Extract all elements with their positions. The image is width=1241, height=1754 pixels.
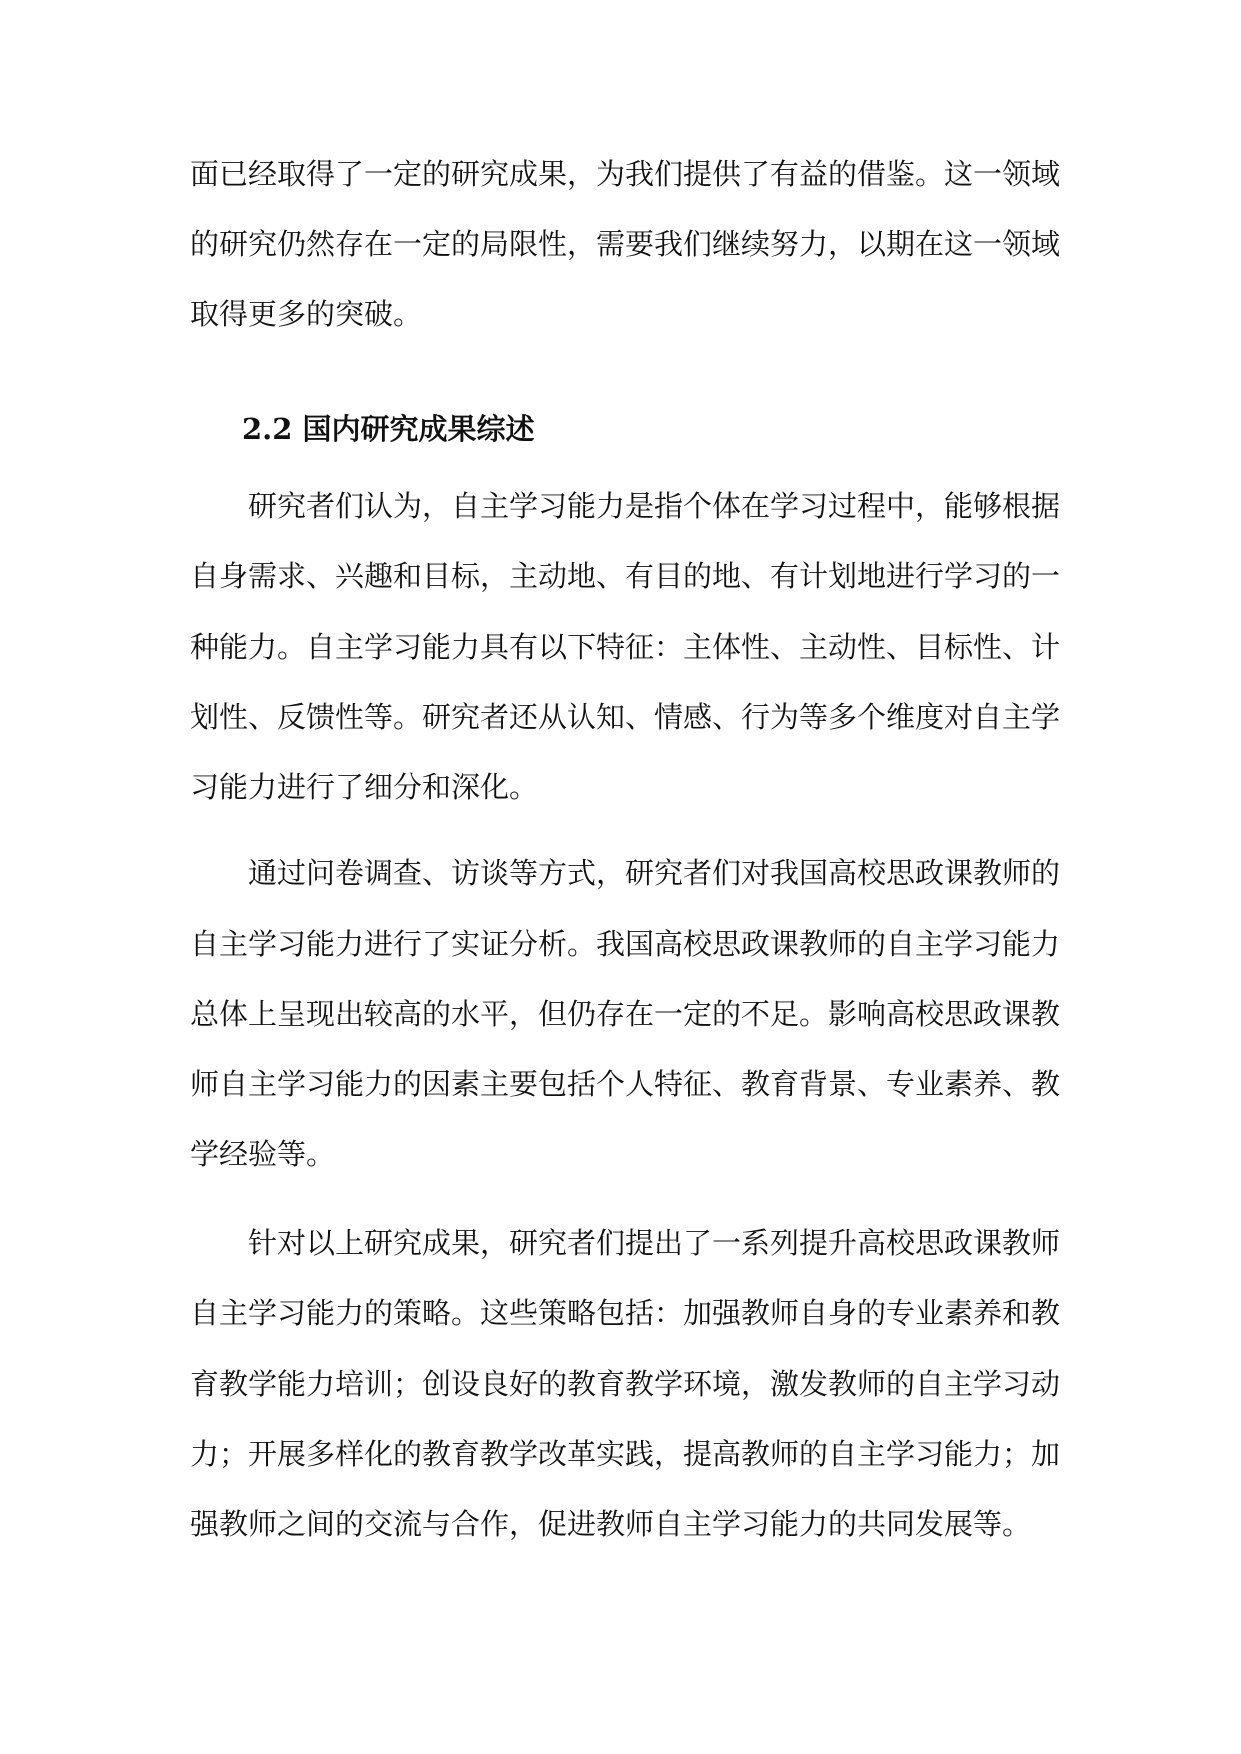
paragraph-3-line-1: 针对以上研究成果，研究者们提出了一系列提升高校思政课教师 bbox=[248, 1226, 1061, 1260]
intro-line-1: 面已经取得了一定的研究成果，为我们提供了有益的借鉴。这一领域 bbox=[190, 157, 1061, 191]
paragraph-3-line-4: 力；开展多样化的教育教学改革实践，提高教师的自主学习能力；加 bbox=[190, 1437, 1061, 1471]
paragraph-2-line-1: 通过问卷调查、访谈等方式，研究者们对我国高校思政课教师的 bbox=[248, 856, 1061, 890]
paragraph-1-line-2: 自身需求、兴趣和目标，主动地、有目的地、有计划地进行学习的一 bbox=[190, 559, 1061, 593]
paragraph-1-line-1: 研究者们认为，自主学习能力是指个体在学习过程中，能够根据 bbox=[248, 489, 1061, 523]
paragraph-2-line-3: 总体上呈现出较高的水平，但仍存在一定的不足。影响高校思政课教 bbox=[190, 997, 1061, 1031]
intro-line-3: 取得更多的突破。 bbox=[190, 297, 423, 331]
section-heading: 2.2 国内研究成果综述 bbox=[242, 412, 535, 446]
paragraph-1-line-4: 划性、反馈性等。研究者还从认知、情感、行为等多个维度对自主学 bbox=[190, 700, 1061, 734]
paragraph-1-line-3: 种能力。自主学习能力具有以下特征：主体性、主动性、目标性、计 bbox=[190, 630, 1061, 664]
paragraph-2-line-5: 学经验等。 bbox=[190, 1137, 336, 1171]
paragraph-3-line-2: 自主学习能力的策略。这些策略包括：加强教师自身的专业素养和教 bbox=[190, 1296, 1061, 1330]
paragraph-2-line-2: 自主学习能力进行了实证分析。我国高校思政课教师的自主学习能力 bbox=[190, 927, 1061, 961]
paragraph-2-line-4: 师自主学习能力的因素主要包括个人特征、教育背景、专业素养、教 bbox=[190, 1067, 1061, 1101]
intro-line-2: 的研究仍然存在一定的局限性，需要我们继续努力，以期在这一领域 bbox=[190, 227, 1061, 261]
paragraph-3-line-5: 强教师之间的交流与合作，促进教师自主学习能力的共同发展等。 bbox=[190, 1507, 1032, 1541]
paragraph-3-line-3: 育教学能力培训；创设良好的教育教学环境，激发教师的自主学习动 bbox=[190, 1367, 1061, 1401]
paragraph-1-line-5: 习能力进行了细分和深化。 bbox=[190, 770, 539, 804]
